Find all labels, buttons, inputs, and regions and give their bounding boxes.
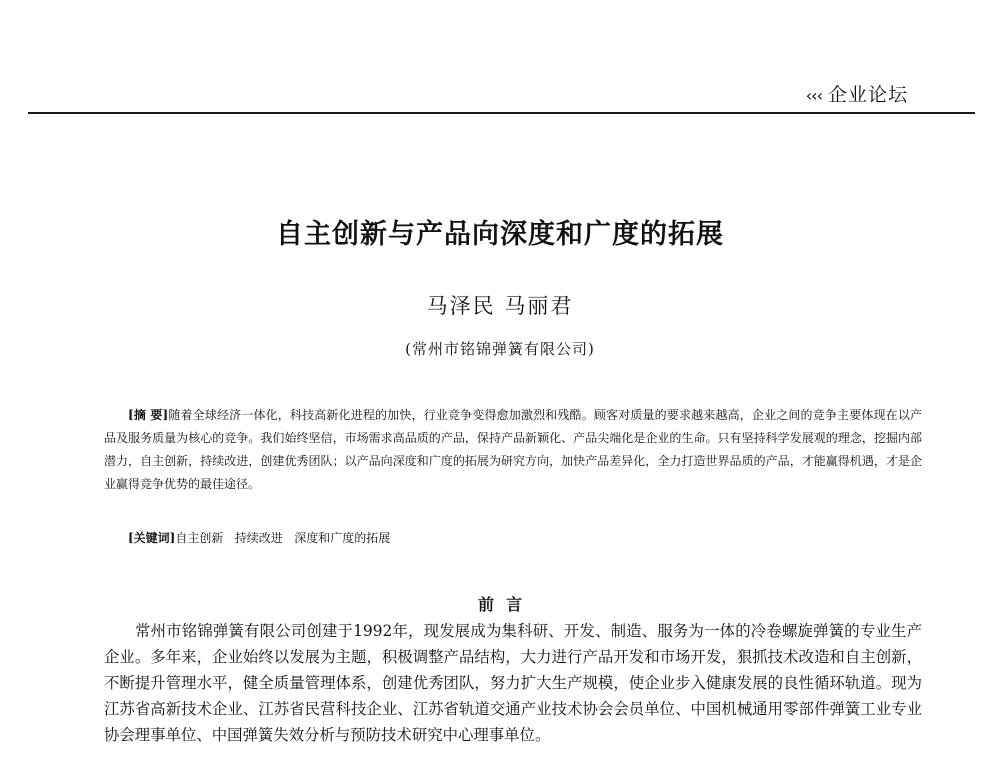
preface-paragraph: 常州市铭锦弹簧有限公司创建于1992年，现发展成为集科研、开发、制造、服务为一体的冷卷螺旋弹簧的专业生产企业。多年来，企业始终以发展为主题，积极调整产品结构，大力进行产品开发和市场开发，狠抓技术改造和自主创新，不断提升管理水平，健全质量管理体系，创建优秀团队，努力扩大生产规模，使企业步入健康发展的良性循环轨道。现为江苏省高新技术企业、江苏省民营科技企业、江苏省轨道交通产业技术协会会员单位、中国机械通用零部件弹簧工业专业协会理事单位、中国弹簧失效分析与预防技术研究中心理事单位。 bbox=[104, 622, 922, 744]
abstract-label: [摘 要] bbox=[128, 408, 169, 422]
article-title: 自主创新与产品向深度和广度的拓展 bbox=[276, 219, 724, 250]
header-rule bbox=[28, 112, 975, 114]
triple-arrow-icon: ‹‹‹ bbox=[805, 86, 822, 105]
running-header bbox=[806, 80, 908, 107]
keywords bbox=[128, 527, 922, 550]
abstract-text: 随着全球经济一体化，科技高新化进程的加快，行业竞争变得愈加激烈和残酷。顾客对质量的要求越来越高，企业之间的竞争主要体现在以产品及服务质量为核心的竞争。我们始终坚信，市场需求高品质的产品，保持产品新颖化、产品尖端化是企业的生命。只有坚持科学发展观的理念，挖掘内部潜力，自主创新，持续改进，创建优秀团队；以产品向深度和广度的拓展为研究方向，加快产品差异化，全力打造世界品质的产品，才能赢得机遇，才是企业赢得竞争优势的最佳途径。 bbox=[104, 408, 922, 491]
keywords-label: [关键词] bbox=[128, 531, 176, 545]
article-authors: 马泽民 马丽君 bbox=[426, 294, 574, 318]
keywords-text: 自主创新 持续改进 深度和广度的拓展 bbox=[175, 531, 391, 545]
section-heading-preface: 前言 bbox=[477, 595, 534, 614]
author-affiliation: (常州市铭锦弹簧有限公司) bbox=[405, 340, 595, 358]
abstract bbox=[104, 404, 922, 496]
section-name: 企业论坛 bbox=[827, 84, 908, 106]
